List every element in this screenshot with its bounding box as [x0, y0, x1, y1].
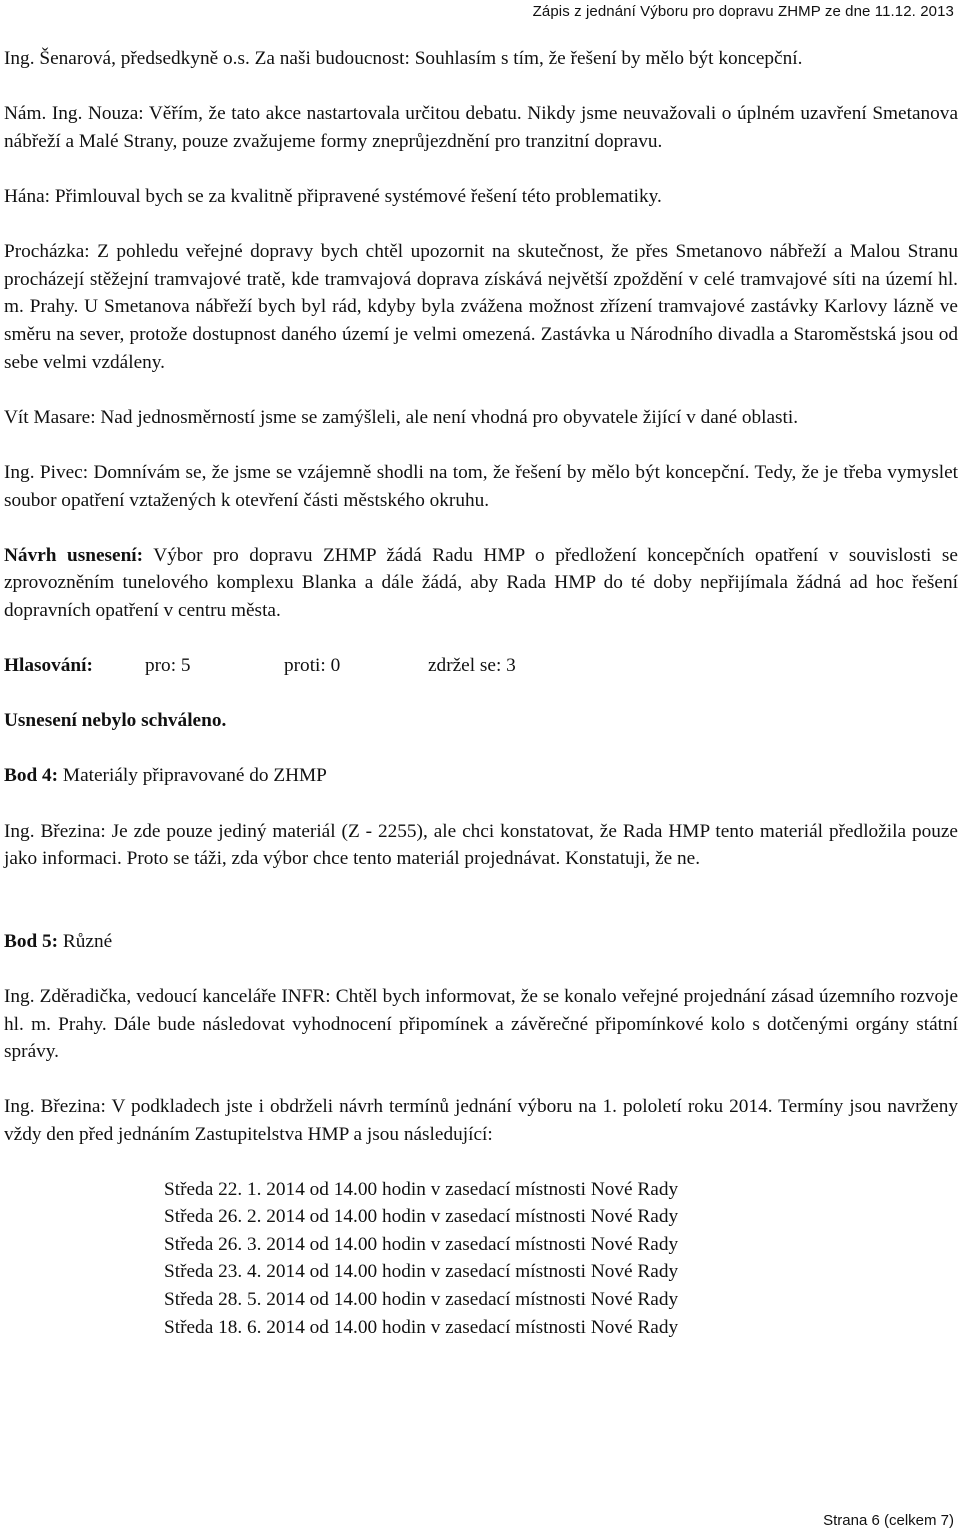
resolution-label: Návrh usnesení:	[4, 544, 144, 566]
schedule-item: Středa 22. 1. 2014 od 14.00 hodin v zasedací místnosti Nové Rady	[164, 1178, 679, 1200]
schedule-item: Středa 26. 3. 2014 od 14.00 hodin v zasedací místnosti Nové Rady	[164, 1233, 679, 1255]
vote-pro: pro: 5	[145, 655, 191, 677]
meeting-schedule	[164, 1176, 958, 1342]
schedule-item: Středa 23. 4. 2014 od 14.00 hodin v zasedací místnosti Nové Rady	[164, 1261, 679, 1283]
agenda-item-4-title: Materiály připravované do ZHMP	[58, 765, 327, 787]
vote-row	[4, 652, 958, 680]
document-header: Zápis z jednání Výboru pro dopravu ZHMP ze dne 11.12. 2013	[532, 3, 954, 20]
vote-zdrzel: zdržel se: 3	[428, 655, 516, 677]
agenda-item-5-title: Různé	[58, 930, 113, 952]
document-body	[4, 45, 958, 1341]
agenda-item-4	[4, 762, 958, 790]
schedule-item: Středa 18. 6. 2014 od 14.00 hodin v zasedací místnosti Nové Rady	[164, 1316, 679, 1338]
statement-zderadicka: Ing. Zděradička, vedoucí kanceláře INFR: Chtěl bych informovat, že se konalo veřejné projednání zásad územního rozvoje hl. m. Prahy. Dále bude následovat vyhodnocení připomínek a závěrečné připomínkové kolo s dotčenými orgány státní správy.	[4, 986, 958, 1063]
resolution-text: Výbor pro dopravu ZHMP žádá Radu HMP o předložení koncepčních opatření v souvislosti se zprovozněním tunelového komplexu Blanka a dále žádá, aby Rada HMP do té doby nepřijímala žádná ad hoc řešení dopravních opatření v centru města.	[4, 544, 958, 621]
schedule-item: Středa 26. 2. 2014 od 14.00 hodin v zasedací místnosti Nové Rady	[164, 1206, 679, 1228]
agenda-item-5	[4, 928, 958, 956]
statement-pivec: Ing. Pivec: Domnívám se, že jsme se vzájemně shodli na tom, že řešení by mělo být koncepční. Tedy, že je třeba vymyslet soubor opatření vztažených k otevření části městského okruhu.	[4, 461, 958, 511]
resolution-proposal	[4, 542, 958, 625]
vote-label: Hlasování:	[4, 655, 93, 677]
statement-nouza: Nám. Ing. Nouza: Věřím, že tato akce nastartovala určitou debatu. Nikdy jsme neuvažovali o úplném uzavření Smetanova nábřeží a Malé Strany, pouze zvažujeme formy zneprůjezdnění pro tranzitní dopravu.	[4, 103, 958, 152]
statement-senarova: Ing. Šenarová, předsedkyně o.s. Za naši budoucnost: Souhlasím s tím, že řešení by mělo být koncepční.	[4, 48, 803, 69]
schedule-item: Středa 28. 5. 2014 od 14.00 hodin v zasedací místnosti Nové Rady	[164, 1288, 679, 1310]
agenda-item-5-label: Bod 5:	[4, 930, 59, 952]
statement-brezina-schedule: Ing. Březina: V podkladech jste i obdrželi návrh termínů jednání výboru na 1. pololetí roku 2014. Termíny jsou navrženy vždy den před jednáním Zastupitelstva HMP a jsou následující:	[4, 1096, 958, 1145]
statement-prochazka: Procházka: Z pohledu veřejné dopravy bych chtěl upozornit na skutečnost, že přes Smetanovo nábřeží a Malou Stranu procházejí stěžejní tramvajové tratě, kde tramvajová doprava získává největší zpoždění v celé tramvajové síti na území hl. m. Prahy. U Smetanova nábřeží bych byl rád, kdyby byla zvážena možnost zřízení tramvajové zastávky Karlovy lázně ve směru na sever, protože dostupnost daného území je velmi omezená. Zastávka u Národního divadla a Staroměstská jsou od sebe velmi vzdáleny.	[4, 241, 958, 373]
agenda-item-4-label: Bod 4:	[4, 765, 59, 787]
statement-hana: Hána: Přimlouval bych se za kvalitně připravené systémové řešení této problematiky.	[4, 185, 662, 207]
statement-masare: Vít Masare: Nad jednosměrností jsme se zamýšleli, ale není vhodná pro obyvatele žijící v dané oblasti.	[4, 406, 799, 428]
resolution-result: Usnesení nebylo schváleno.	[4, 710, 227, 732]
page-number: Strana 6 (celkem 7)	[823, 1512, 954, 1529]
vote-proti: proti: 0	[284, 655, 341, 677]
statement-brezina-material: Ing. Březina: Je zde pouze jediný materiál (Z - 2255), ale chci konstatovat, že Rada HMP tento materiál předložila pouze jako informaci. Proto se táži, zda výbor chce tento materiál projednávat. Konstatuji, že ne.	[4, 820, 958, 870]
